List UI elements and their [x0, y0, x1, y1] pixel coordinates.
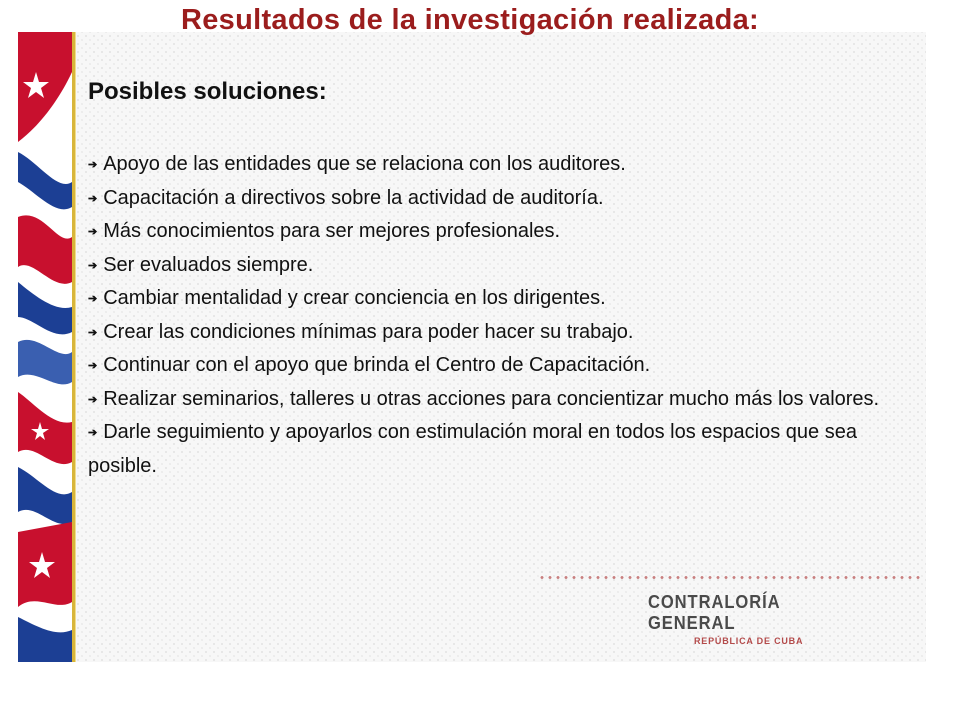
list-item-text: Apoyo de las entidades que se relaciona con los auditores. — [103, 153, 626, 175]
arrow-right-icon: ➔ — [88, 427, 98, 439]
list-item-text: Ser evaluados siempre. — [103, 253, 314, 276]
list-item-text: Realizar seminarios, talleres u otras acciones para concientizar mucho más los valores. — [103, 387, 880, 410]
list-item — [88, 249, 918, 283]
solutions-list — [88, 148, 918, 482]
arrow-right-icon: ➔ — [88, 293, 98, 305]
list-item-text: Cambiar mentalidad y crear conciencia en los dirigentes. — [103, 287, 606, 309]
slide-title: Resultados de la investigación realizada: — [181, 4, 759, 36]
list-item — [88, 349, 918, 383]
list-item-text: Capacitación a directivos sobre la actividad de auditoría. — [103, 186, 604, 209]
arrow-right-icon: ➔ — [88, 226, 98, 238]
arrow-right-icon: ➔ — [88, 393, 98, 406]
list-item — [88, 215, 918, 249]
contraloria-logo — [648, 592, 858, 646]
arrow-right-icon: ➔ — [88, 259, 98, 272]
list-item — [88, 416, 918, 482]
arrow-right-icon: ➔ — [88, 159, 98, 171]
list-item-text: Continuar con el apoyo que brinda el Centro de Capacitación. — [103, 354, 651, 376]
list-item — [88, 316, 918, 350]
arrow-right-icon: ➔ — [88, 360, 98, 372]
logo-title: CONTRALORÍA GENERAL — [648, 592, 780, 633]
gold-divider-highlight — [75, 32, 76, 662]
logo-subtitle: REPÚBLICA DE CUBA — [694, 636, 804, 646]
list-item — [88, 182, 918, 216]
list-item-text: Darle seguimiento y apoyarlos con estimulación moral en todos los espacios que sea posible. — [88, 421, 857, 477]
list-item-text: Más conocimientos para ser mejores profesionales. — [103, 220, 561, 242]
arrow-right-icon: ➔ — [88, 326, 98, 339]
list-item-text: Crear las condiciones mínimas para poder hacer su trabajo. — [103, 320, 634, 343]
section-heading: Posibles soluciones: — [88, 78, 327, 105]
list-item — [88, 148, 918, 182]
dotted-separator — [538, 575, 922, 580]
list-item — [88, 282, 918, 316]
cuban-flag-decoration — [18, 32, 72, 662]
arrow-right-icon: ➔ — [88, 192, 98, 205]
list-item — [88, 383, 918, 417]
